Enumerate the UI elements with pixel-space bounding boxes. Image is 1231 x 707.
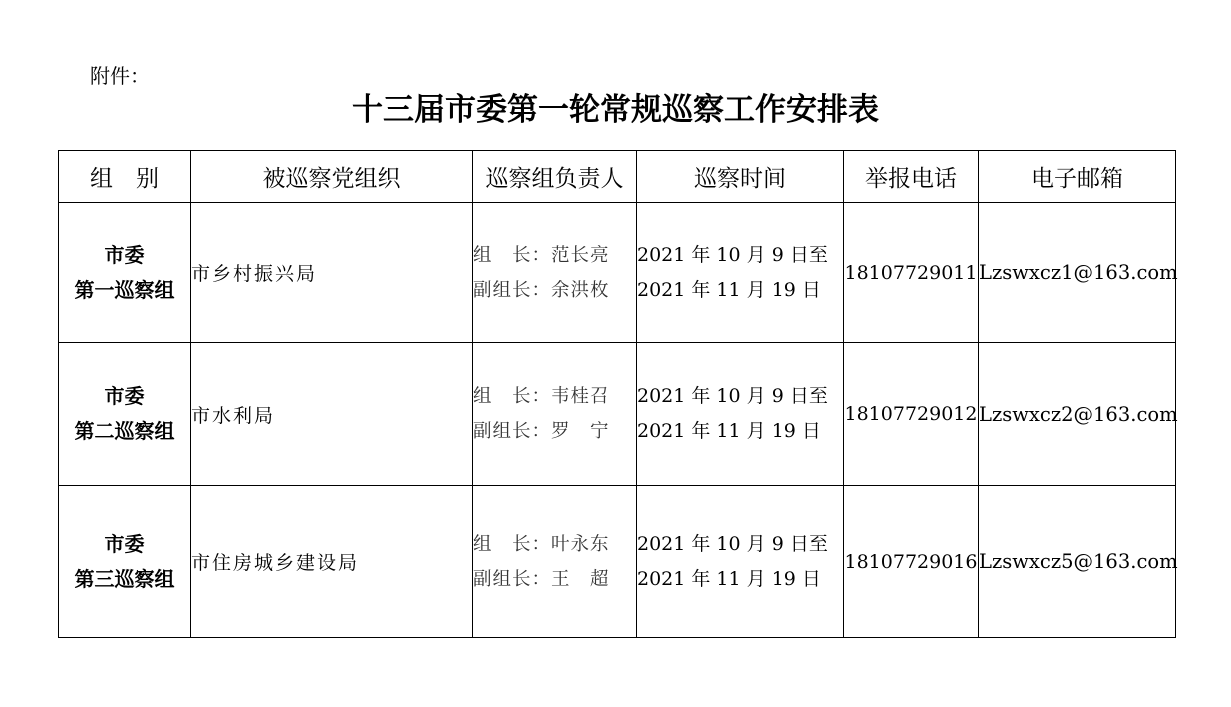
group-line1: 市委 — [104, 384, 145, 408]
organization-cell: 市乡村振兴局 — [191, 203, 473, 343]
time-cell — [637, 203, 844, 343]
time-line1: 2021 年 10 月 9 日至 — [637, 243, 828, 266]
leader-cell — [473, 203, 637, 343]
header-group: 组 别 — [59, 151, 191, 203]
group-line1: 市委 — [104, 531, 145, 556]
leader-line1: 组 长：范长亮 — [473, 244, 610, 266]
organization-cell: 市水利局 — [191, 343, 473, 486]
email-cell: Lzswxcz2@163.com — [979, 343, 1176, 486]
header-organization: 被巡察党组织 — [191, 151, 473, 203]
attachment-label: 附件： — [90, 64, 150, 88]
inspection-schedule-table — [58, 150, 1176, 638]
group-line2: 第二巡察组 — [74, 419, 175, 443]
time-cell — [637, 343, 844, 486]
time-line1: 2021 年 10 月 9 日至 — [637, 385, 828, 407]
group-cell — [59, 486, 191, 638]
leader-line1: 组 长：韦桂召 — [473, 386, 610, 407]
header-leader: 巡察组负责人 — [473, 151, 637, 203]
header-time: 巡察时间 — [637, 151, 844, 203]
phone-cell: 18107729012 — [844, 343, 979, 486]
email-cell: Lzswxcz1@163.com — [979, 203, 1176, 343]
time-cell — [637, 486, 844, 638]
header-phone: 举报电话 — [844, 151, 979, 203]
document-title: 十三届市委第一轮常规巡察工作安排表 — [352, 92, 879, 128]
table-row — [59, 486, 1176, 638]
time-line2: 2021 年 11 月 19 日 — [637, 420, 821, 442]
table-row — [59, 203, 1176, 343]
time-line1: 2021 年 10 月 9 日至 — [637, 532, 828, 555]
phone-cell: 18107729016 — [844, 486, 979, 638]
time-line2: 2021 年 11 月 19 日 — [637, 278, 821, 301]
leader-line2: 副组长：余洪枚 — [473, 279, 610, 301]
leader-cell — [473, 486, 637, 638]
phone-cell: 18107729011 — [844, 203, 979, 343]
leader-cell — [473, 343, 637, 486]
leader-line2: 副组长：罗 宁 — [473, 421, 610, 442]
organization-cell: 市住房城乡建设局 — [191, 486, 473, 638]
email-cell: Lzswxcz5@163.com — [979, 486, 1176, 638]
time-line2: 2021 年 11 月 19 日 — [637, 567, 821, 590]
group-line1: 市委 — [104, 242, 145, 267]
leader-line2: 副组长：王 超 — [473, 568, 610, 590]
header-email: 电子邮箱 — [979, 151, 1176, 203]
group-line2: 第一巡察组 — [74, 277, 175, 302]
leader-line1: 组 长：叶永东 — [473, 533, 610, 555]
group-cell — [59, 203, 191, 343]
group-line2: 第三巡察组 — [74, 566, 175, 591]
table-header-row — [59, 151, 1176, 203]
table-row — [59, 343, 1176, 486]
group-cell — [59, 343, 191, 486]
